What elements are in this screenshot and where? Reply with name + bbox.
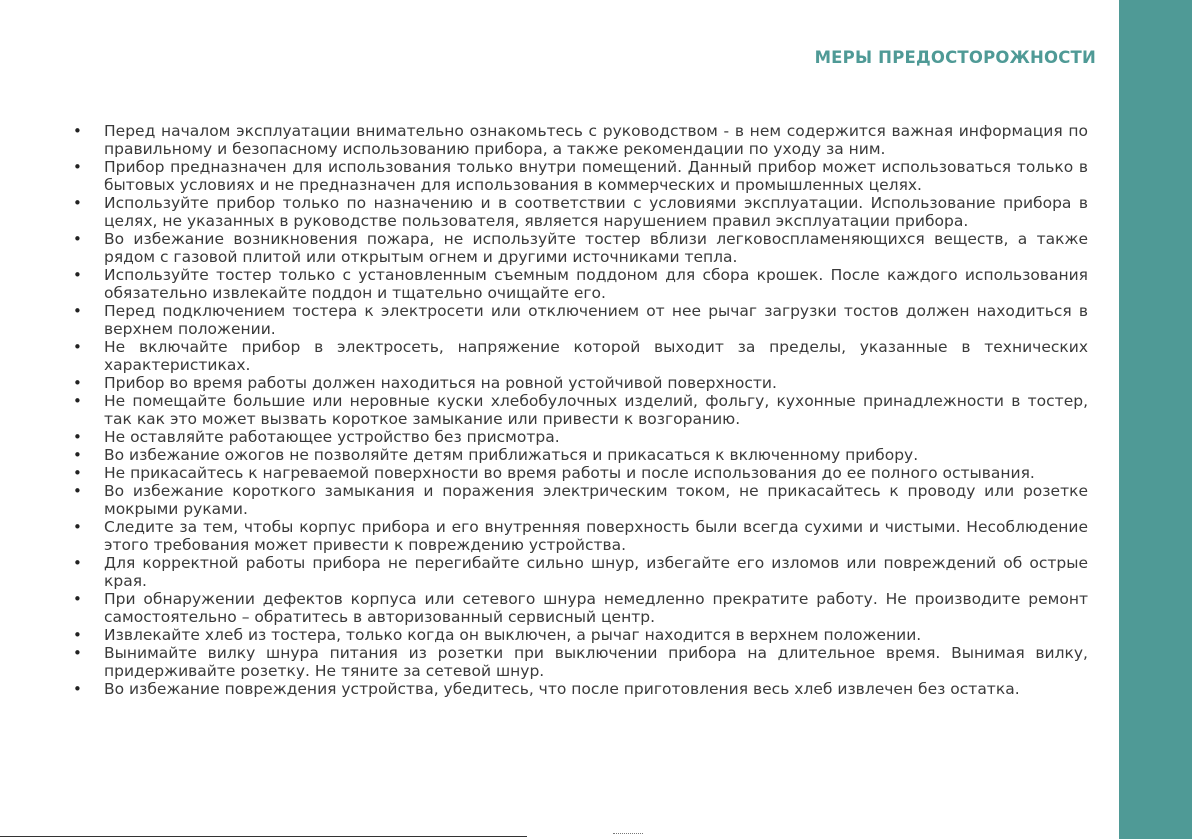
bottom-crop-mark xyxy=(613,833,643,838)
list-item-text: Во избежание повреждения устройства, убедитесь, что после приготовления весь хлеб извлечен без остатка. xyxy=(104,680,1020,698)
list-item-text: Вынимайте вилку шнура питания из розетки при выключении прибора на длительное время. Вынимая вилку, придерживайте розетку. Не тяните за сетевой шнур. xyxy=(104,644,1088,680)
list-item xyxy=(73,446,1088,464)
bullet-icon: • xyxy=(73,590,82,608)
list-item xyxy=(73,122,1088,158)
list-item xyxy=(73,464,1088,482)
bullet-icon: • xyxy=(73,482,82,500)
side-accent-bar xyxy=(1119,0,1192,839)
list-item xyxy=(73,428,1088,446)
bullet-icon: • xyxy=(73,122,82,140)
list-item-text: Не включайте прибор в электросеть, напряжение которой выходит за пределы, указанные в технических характеристиках. xyxy=(104,338,1088,374)
list-item xyxy=(73,590,1088,626)
list-item xyxy=(73,302,1088,338)
list-item-text: Прибор во время работы должен находиться на ровной устойчивой поверхности. xyxy=(104,374,777,392)
list-item xyxy=(73,626,1088,644)
list-item xyxy=(73,194,1088,230)
list-item xyxy=(73,680,1088,698)
bullet-icon: • xyxy=(73,266,82,284)
bullet-icon: • xyxy=(73,230,82,248)
list-item-text: Не прикасайтесь к нагреваемой поверхности во время работы и после использования до ее полного остывания. xyxy=(104,464,1035,482)
list-item-text: Для корректной работы прибора не перегибайте сильно шнур, избегайте его изломов или повреждений об острые края. xyxy=(104,554,1088,590)
bullet-icon: • xyxy=(73,680,82,698)
list-item-text: Извлекайте хлеб из тостера, только когда он выключен, а рычаг находится в верхнем положении. xyxy=(104,626,922,644)
page-title: МЕРЫ ПРЕДОСТОРОЖНОСТИ xyxy=(814,48,1096,67)
bullet-icon: • xyxy=(73,392,82,410)
list-item xyxy=(73,554,1088,590)
list-item-text: Перед подключением тостера к электросети или отключением от нее рычаг загрузки тостов должен находиться в верхнем положении. xyxy=(104,302,1088,338)
bullet-icon: • xyxy=(73,554,82,572)
bullet-icon: • xyxy=(73,464,82,482)
precautions-list xyxy=(73,122,1088,698)
list-item xyxy=(73,482,1088,518)
list-item-text: Во избежание короткого замыкания и поражения электрическим током, не прикасайтесь к проводу или розетке мокрыми руками. xyxy=(104,482,1088,518)
list-item xyxy=(73,230,1088,266)
list-item-text: Следите за тем, чтобы корпус прибора и его внутренняя поверхность были всегда сухими и чистыми. Несоблюдение этого требования может привести к повреждению устройства. xyxy=(104,518,1088,554)
list-item xyxy=(73,392,1088,428)
bullet-icon: • xyxy=(73,374,82,392)
bullet-icon: • xyxy=(73,626,82,644)
list-item xyxy=(73,518,1088,554)
list-item-text: Не оставляйте работающее устройство без присмотра. xyxy=(104,428,560,446)
bullet-icon: • xyxy=(73,644,82,662)
list-item-text: Во избежание возникновения пожара, не используйте тостер вблизи легковоспламеняющихся веществ, а также рядом с газовой плитой или открытым огнем и другими источниками тепла. xyxy=(104,230,1088,266)
bullet-icon: • xyxy=(73,194,82,212)
list-item-text: Используйте тостер только с установленным съемным поддоном для сбора крошек. После каждого использования обязательно извлекайте поддон и тщательно очищайте его. xyxy=(104,266,1088,302)
list-item-text: Перед началом эксплуатации внимательно ознакомьтесь с руководством - в нем содержится важная информация по правильному и безопасному использованию прибора, а также рекомендации по уходу за ним. xyxy=(104,122,1088,158)
list-item xyxy=(73,158,1088,194)
list-item-text: Используйте прибор только по назначению и в соответствии с условиями эксплуатации. Использование прибора в целях, не указанных в руководстве пользователя, является нарушением правил эксплуатации прибора. xyxy=(104,194,1088,230)
bullet-icon: • xyxy=(73,518,82,536)
bullet-icon: • xyxy=(73,302,82,320)
list-item-text: При обнаружении дефектов корпуса или сетевого шнура немедленно прекратите работу. Не производите ремонт самостоятельно – обратитесь в авторизованный сервисный центр. xyxy=(104,590,1088,626)
list-item-text: Прибор предназначен для использования только внутри помещений. Данный прибор может использоваться только в бытовых условиях и не предназначен для использования в коммерческих и промышленных целях. xyxy=(104,158,1088,194)
list-item-text: Во избежание ожогов не позволяйте детям приближаться и прикасаться к включенному прибору. xyxy=(104,446,919,464)
bullet-icon: • xyxy=(73,428,82,446)
bullet-icon: • xyxy=(73,338,82,356)
list-item xyxy=(73,644,1088,680)
list-item xyxy=(73,266,1088,302)
bullet-icon: • xyxy=(73,446,82,464)
bullet-icon: • xyxy=(73,158,82,176)
list-item xyxy=(73,338,1088,374)
bottom-divider xyxy=(0,836,527,837)
list-item-text: Не помещайте большие или неровные куски хлебобулочных изделий, фольгу, кухонные принадлежности в тостер, так как это может вызвать короткое замыкание или привести к возгоранию. xyxy=(104,392,1088,428)
list-item xyxy=(73,374,1088,392)
